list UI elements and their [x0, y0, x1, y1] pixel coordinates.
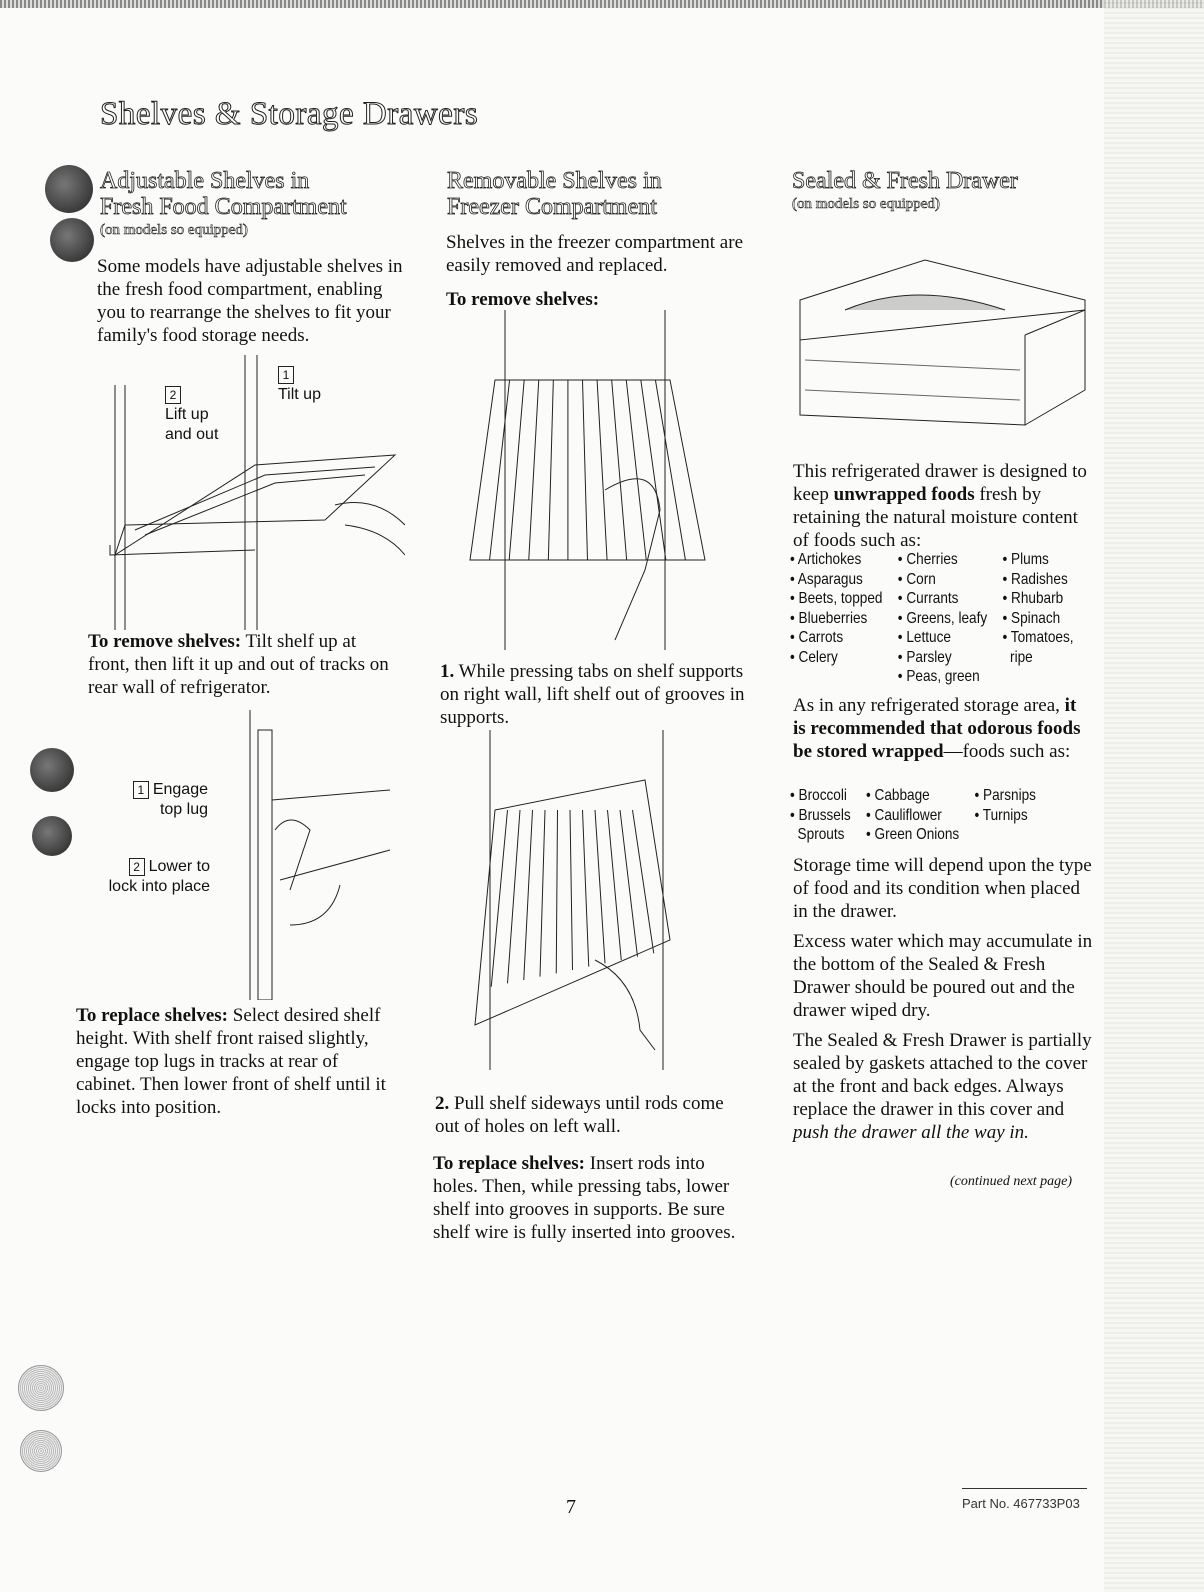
- food-row: [790, 570, 1089, 590]
- shelf-lug-illustration: [230, 710, 400, 1000]
- shelf-wire: [490, 380, 510, 560]
- food-item: [790, 667, 898, 687]
- shelf-wire: [612, 380, 627, 560]
- shelf-wire: [620, 810, 638, 957]
- food-row: [790, 825, 1051, 845]
- section-subheading: (on models so equipped): [100, 222, 248, 238]
- food-item: • Currants: [897, 590, 959, 607]
- sealed-drawer-illustration: [785, 240, 1090, 445]
- shelf-wire: [583, 810, 589, 967]
- remove-heading: To remove shelves:: [446, 289, 600, 310]
- scan-margin-noise: [1104, 0, 1204, 1592]
- food-item: • Blueberries: [790, 609, 868, 627]
- storage-time-text: Storage time will depend upon the type of food and its condition when placed in the drawer.: [793, 855, 1092, 922]
- remove-instructions: To remove shelves: Tilt shelf up at front, then lift it up and out of tracks on rear wall of refrigerator.: [88, 631, 389, 698]
- replace-instructions: To replace shelves: Select desired shelf height. With shelf front raised slightly, engage top lugs in tracks at rear of cabinet. Then lower front of shelf until it locks into position.: [76, 1005, 386, 1118]
- food-item: • Cherries: [897, 551, 958, 568]
- binding-hole-dot: [30, 748, 74, 792]
- page-title: Shelves & Storage Drawers: [100, 96, 479, 132]
- shelf-wire: [583, 380, 588, 560]
- intro-text: Shelves in the freezer compartment are easily removed and replaced.: [446, 232, 743, 276]
- wrapped-foods-list: [790, 786, 1051, 845]
- food-item: • Asparagus: [790, 570, 863, 588]
- food-item: • Beets, topped: [790, 590, 883, 607]
- shelf-wire: [570, 810, 573, 970]
- section-heading: Adjustable Shelves in: [100, 168, 310, 194]
- fig1-step1-label: 1 Tilt up: [278, 368, 321, 403]
- shelf-wire: [548, 380, 553, 560]
- excess-water-text: Excess water which may accumulate in the bottom of the Sealed & Fresh Drawer should be poured out and the drawer wiped dry.: [793, 931, 1093, 1021]
- fig2-step1-label: 1 Engage top lug: [118, 780, 208, 820]
- food-item: • Celery: [790, 648, 838, 666]
- step-2: 2. Pull shelf sideways until rods come out of holes on left wall.: [435, 1093, 724, 1137]
- food-item: • Green Onions: [865, 826, 960, 843]
- binding-hole-dot: [45, 165, 93, 213]
- section-heading: Sealed & Fresh Drawer: [792, 168, 1018, 194]
- food-item: • Artichokes: [790, 551, 862, 568]
- part-number: Part No. 467733P03: [962, 1496, 1080, 1511]
- food-row: [790, 806, 1051, 826]
- binding-hole-dot: [20, 1430, 62, 1472]
- food-item: • Radishes: [1002, 570, 1068, 588]
- food-row: [790, 667, 1089, 687]
- replace-instructions: To replace shelves: Insert rods into holes. Then, while pressing tabs, lower shelf into grooves in supports. Be sure shelf wire is fully inserted into grooves.: [433, 1153, 736, 1243]
- section-subheading: (on models so equipped): [792, 196, 940, 212]
- step-1: 1. While pressing tabs on shelf supports on right wall, lift shelf out of grooves in supports.: [440, 661, 745, 728]
- food-item: • Lettuce: [897, 629, 951, 646]
- section-adjustable-shelves: [100, 168, 420, 239]
- continued-note: (continued next page): [950, 1174, 1073, 1189]
- scan-edge: [0, 0, 1204, 8]
- freezer-shelf-remove-illustration: [455, 310, 720, 650]
- shelf-wire: [540, 810, 545, 977]
- food-row: [790, 609, 1089, 629]
- food-item: • Parsnips: [974, 787, 1036, 804]
- food-item: • Rhubarb: [1002, 590, 1064, 607]
- food-item: • Spinach: [1002, 609, 1061, 627]
- section-heading: Removable Shelves in: [447, 168, 662, 194]
- shelf-wire: [597, 380, 607, 560]
- binding-hole-dot: [50, 218, 94, 262]
- shelf-wire: [641, 380, 666, 560]
- food-row: [790, 589, 1089, 609]
- food-item: • Carrots: [790, 629, 844, 646]
- food-item: ripe: [1002, 648, 1033, 666]
- section-sealed-drawer: [792, 168, 1102, 213]
- shelf-wire: [556, 810, 557, 973]
- shelf-wire: [626, 380, 646, 560]
- food-item: • Cauliflower: [865, 806, 942, 824]
- binding-hole-dot: [32, 816, 72, 856]
- food-item: • Corn: [897, 570, 936, 588]
- fig1-step2-label: 2 Lift up and out: [165, 388, 219, 443]
- food-item: • Turnips: [974, 806, 1028, 824]
- food-row: [790, 786, 1051, 806]
- shelf-wire: [491, 810, 507, 987]
- shelf-wire: [655, 380, 685, 560]
- section-removable-shelves: [447, 168, 757, 220]
- section-heading: Freezer Compartment: [447, 194, 657, 220]
- page-number: 7: [566, 1496, 576, 1518]
- freezer-shelf-sideways-illustration: [455, 730, 720, 1070]
- fresh-foods-list: [790, 550, 1089, 687]
- food-item: • Parsley: [897, 648, 952, 666]
- food-item: [1003, 667, 1089, 687]
- shelf-wire: [633, 810, 654, 953]
- food-item: • Greens, leafy: [897, 609, 988, 627]
- sealed-text: The Sealed & Fresh Drawer is partially sealed by gaskets attached to the cover at the front and back edges. Always replace the drawer in this cover and push the drawer all the way in.: [793, 1030, 1092, 1143]
- food-row: [790, 628, 1089, 648]
- food-item: • Peas, green: [897, 668, 980, 685]
- food-item: [975, 825, 1052, 845]
- food-item: • Plums: [1002, 551, 1049, 568]
- drawer-intro: This refrigerated drawer is designed to keep unwrapped foods fresh by retaining the natural moisture content of foods such as:: [793, 461, 1087, 551]
- section-heading: Fresh Food Compartment: [100, 194, 347, 220]
- shelf-wire: [508, 810, 521, 983]
- binding-hole-dot: [18, 1365, 64, 1411]
- shelf-wire: [509, 380, 524, 560]
- wrap-advice: As in any refrigerated storage area, it is recommended that odorous foods be stored wrapped—foods such as:: [793, 695, 1081, 762]
- food-row: [790, 648, 1089, 668]
- food-item: • Broccoli: [790, 787, 847, 804]
- food-item: • Brussels: [790, 806, 851, 824]
- adjustable-shelf-illustration: [85, 355, 405, 630]
- shelf-wire: [529, 380, 539, 560]
- shelf-wire: [524, 810, 533, 980]
- food-item: • Cabbage: [865, 787, 930, 804]
- fig2-step2-label: 2 Lower to lock into place: [108, 858, 210, 895]
- shelf-wire: [595, 810, 605, 963]
- intro-text: Some models have adjustable shelves in the fresh food compartment, enabling you to rearrange the shelves to fit your family's food storage needs.: [97, 256, 403, 346]
- shelf-wire: [608, 810, 622, 960]
- food-item: • Tomatoes,: [1002, 629, 1074, 646]
- food-item: Sprouts: [790, 826, 845, 843]
- food-row: [790, 550, 1089, 570]
